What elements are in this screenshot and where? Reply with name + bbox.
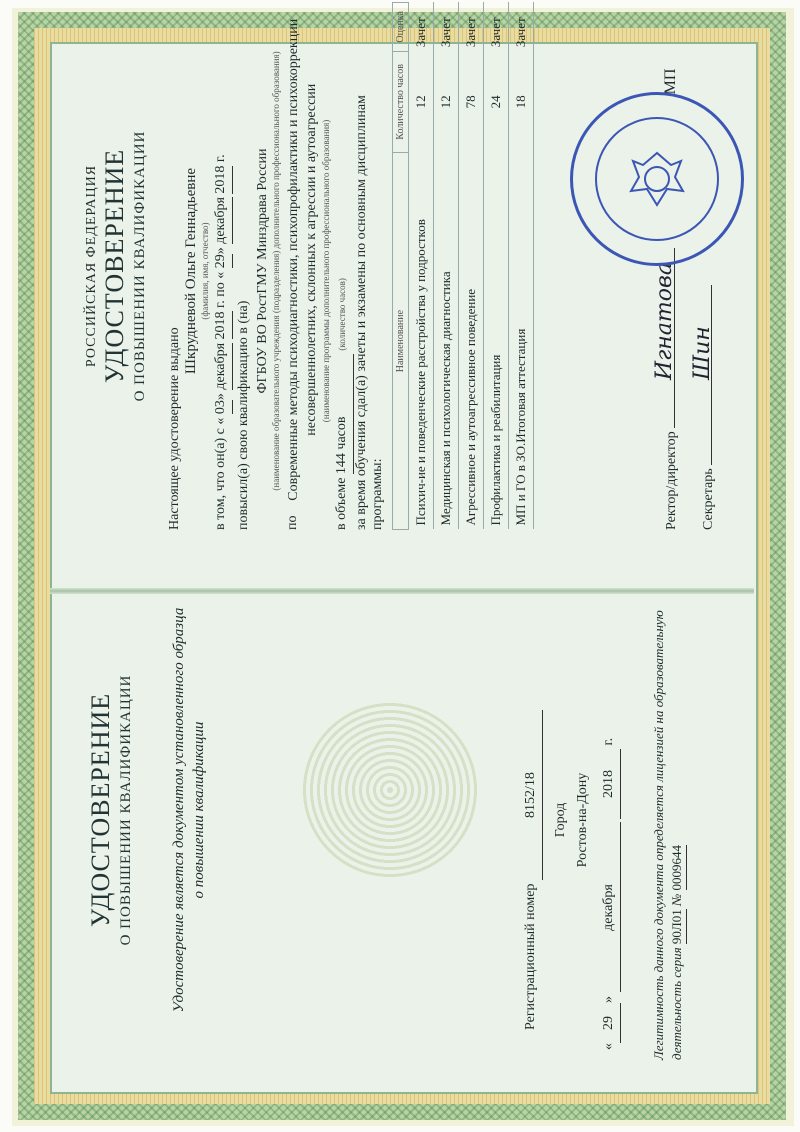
cover-note-line2: о повышении квалификации — [191, 721, 207, 899]
discipline-grade: Зачет — [459, 3, 484, 52]
col-hours: Количество часов — [393, 51, 409, 153]
license-series-label: деятельность серия — [669, 947, 684, 1060]
table-row — [434, 3, 459, 530]
discipline-name: Медицинская и психологическая диагностика — [434, 153, 459, 530]
disciplines-table — [392, 2, 534, 530]
period-from-day: 03 — [210, 400, 233, 414]
period-to-year: 2018 — [210, 166, 233, 194]
cover-subtitle: О ПОВЫШЕНИИ КВАЛИФИКАЦИИ — [118, 674, 134, 946]
discipline-name: МП и ГО в ЗО.Итоговая аттестация — [509, 153, 534, 530]
organization-hint: (наименование образовательного учреждения (подразделения) дополнительного профессионального образования) — [271, 51, 281, 491]
issued-name: Шкрудневой Ольге Геннадьевне — [183, 167, 199, 375]
period-suffix: г. — [213, 154, 228, 163]
discipline-grade: Зачет — [484, 3, 509, 52]
period-from-year: 2018 — [210, 311, 233, 339]
program-hint: (наименование программы дополнительного профессионального образования) — [321, 119, 331, 423]
program-prefix: по — [285, 515, 300, 530]
discipline-hours: 78 — [459, 51, 484, 153]
col-name: Наименование — [393, 153, 409, 530]
issued-label: Настоящее удостоверение выдано — [167, 327, 182, 530]
cover-date-day: 29 — [598, 1003, 621, 1043]
volume-prefix: в объеме — [334, 477, 349, 530]
qualification-line: повысил(а) свою квалификацию в (на) — [236, 300, 251, 530]
cover-date-year: 2018 — [598, 749, 621, 819]
discipline-grade: Зачет — [409, 3, 434, 52]
license-line1: Легитимность данного документа определяется лицензией на образовательную — [651, 610, 666, 1060]
discipline-hours: 18 — [509, 51, 534, 153]
license-series: 90Л01 — [668, 909, 687, 944]
cover-date-month: декабря — [598, 823, 621, 993]
discipline-grade: Зачет — [434, 3, 459, 52]
col-grade: Оценка — [393, 3, 409, 52]
discipline-grade: Зачет — [509, 3, 534, 52]
exams-line1: за время обучения сдал(а) зачеты и экзамены по основным дисциплинам — [354, 95, 369, 530]
official-seal — [570, 92, 744, 266]
main-page: РОССИЙСКАЯ ФЕДЕРАЦИЯ УДОСТОВЕРЕНИЕ О ПОВЫШЕНИИ КВАЛИФИКАЦИИ Настоящее удостоверение выдано Шкрудневой Ольге Геннадьевне (фамилия, имя, отчество) в том, что он(а) с « 03» декабря 2018 г. по « 29» декабря 2018 г. повысил(а) свою квалификацию в (на) ФГБОУ ВО РостГМУ Минздрава России (наименование образовательного учреждения (подразделения) дополнительного профессионального образования) по Современные методы психодиагностики, психопрофилактики и психокоррекции несовершеннолетних, склонных к агрессии и аутоагрессии (наименование программы дополнительного профессионального образования) в объеме 144 часов (количество часов) за время обучения сдал(а) зачеты и экзамены по основным дисциплинам программы: Наименование Количество часов Оценка Психич-ие и поведенческие расстройства у подростков 12 Зачет Медицинская и психологическая диагностика 12 Зачет Агрессивное и аутоагрессивное поведение 78 Зачет Профилактика и реабилитация 24 Зачет МП и ГО в ЗО.Итоговая аттестация 18 Зачет Ректор/директор Игнатова МП Секретарь Шин — [50, 2, 750, 530]
reg-number-label: Регистрационный номер — [523, 883, 538, 1030]
license-number-label: № — [669, 893, 684, 907]
program-name: Современные методы психодиагностики, психопрофилактики и психокоррекции несовершеннолетних, склонных к агрессии и аутоагрессии — [286, 18, 319, 501]
stamp-label: МП — [662, 68, 679, 95]
table-row — [409, 3, 434, 530]
discipline-name: Агрессивное и аутоагрессивное поведение — [459, 153, 484, 530]
period-from-month: декабря — [210, 343, 233, 390]
period-prefix: в том, что он(а) с « — [213, 417, 228, 530]
discipline-hours: 24 — [484, 51, 509, 153]
main-title: УДОСТОВЕРЕНИЕ — [100, 148, 129, 384]
cover-note-line1: Удостоверение является документом установленного образца — [171, 607, 187, 1013]
discipline-name: Психич-ие и поведенческие расстройства у подростков — [409, 153, 434, 530]
discipline-hours: 12 — [434, 51, 459, 153]
reg-number-value: 8152/18 — [520, 710, 543, 880]
organization: ФГБОУ ВО РостГМУ Минздрава России — [255, 148, 270, 394]
cover-date-suffix: г. — [601, 737, 616, 746]
seal-eagle-icon — [573, 95, 741, 263]
license-number: 0009644 — [668, 845, 687, 891]
main-subtitle: О ПОВЫШЕНИИ КВАЛИФИКАЦИИ — [132, 130, 148, 402]
table-row — [459, 3, 484, 530]
exams-line2: программы: — [370, 458, 385, 530]
city-value: Ростов-на-Дону — [575, 772, 590, 868]
cover-title: УДОСТОВЕРЕНИЕ — [86, 692, 115, 928]
secretary-signature: Шин — [690, 326, 715, 380]
volume-value: 144 часов — [331, 354, 354, 474]
discipline-hours: 12 — [409, 51, 434, 153]
volume-hint: (количество часов) — [337, 278, 347, 351]
secretary-label: Секретарь — [701, 468, 716, 530]
table-row — [509, 3, 534, 530]
cover-page: УДОСТОВЕРЕНИЕ О ПОВЫШЕНИИ КВАЛИФИКАЦИИ Удостоверение является документом установленного образца о повышении квалификации Регистрационный номер 8152/18 Город Ростов-на-Дону «29» декабря 2018 г. Легитимность данного документа определяется лицензией на образовательную деятельность серия 90Л01 № 0009644 — [50, 550, 750, 1070]
table-row — [484, 3, 509, 530]
rector-signature: Игнатова — [652, 262, 677, 380]
country-label: РОССИЙСКАЯ ФЕДЕРАЦИЯ — [84, 164, 99, 368]
period-to-month: декабря — [210, 197, 233, 244]
name-hint: (фамилия, имя, отчество) — [200, 222, 210, 320]
city-label: Город — [553, 802, 568, 838]
discipline-name: Профилактика и реабилитация — [484, 153, 509, 530]
rector-label: Ректор/директор — [664, 431, 679, 530]
period-mid: г. по « — [213, 271, 228, 308]
period-to-day: 29 — [210, 254, 233, 268]
